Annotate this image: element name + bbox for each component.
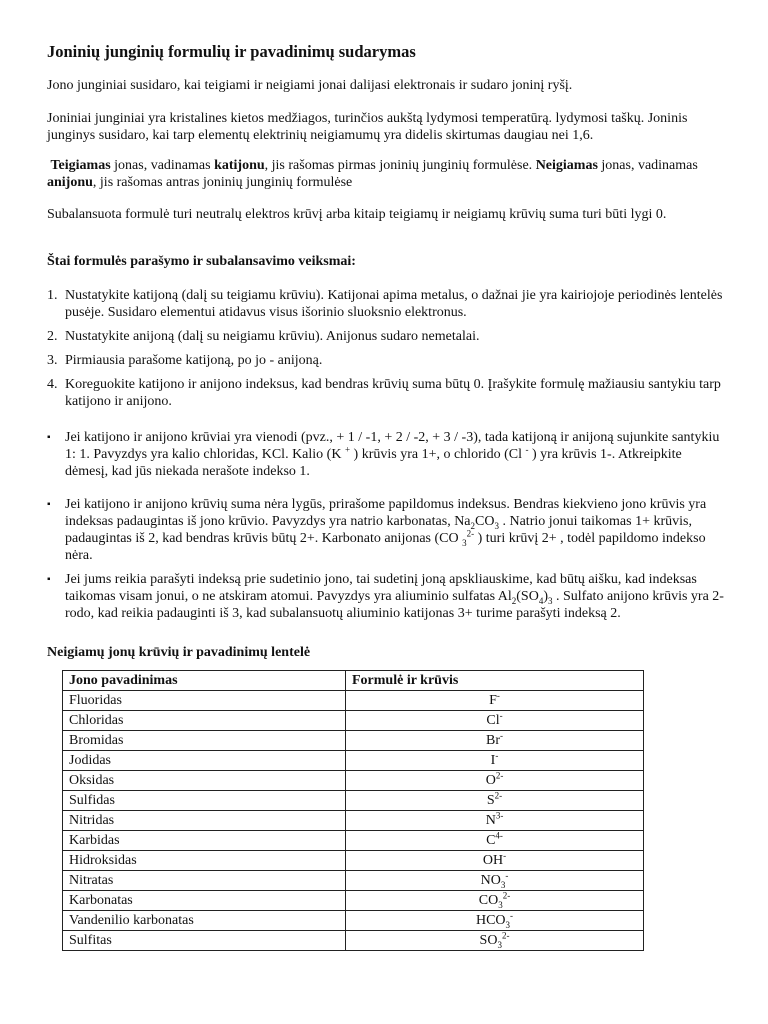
- formula-charge: 2-: [502, 890, 511, 901]
- column-header-name: Jono pavadinimas: [63, 671, 346, 691]
- table-row: [63, 811, 644, 831]
- table-row: [63, 831, 644, 851]
- ion-name-cell: Nitridas: [63, 811, 346, 831]
- ions-table: [62, 670, 644, 951]
- ion-formula-cell: [346, 911, 644, 931]
- term-cation: katijonu: [214, 158, 265, 173]
- formula-base: HCO: [475, 913, 506, 928]
- list-item: ▪ Jei katijono ir anijono krūvių suma nėra lygūs, prirašome papildomus indeksus. Bendras kiekvieno jono krūvis yra indeksas padaugintas iš jono krūvio. Pavyzdys yra natrio karbonatas, $Na_2CO_3$ . Natrio jonui taikomas 1+ krūvis, padaugintas iš 2, kad bendras krūvis būtų 2+. Karbonato anijonas (CO $_3^{2-}$ ) turi krūvį 2+ , todėl papildomo indekso nėra.: [47, 497, 707, 563]
- ion-name-cell: Fluoridas: [63, 691, 346, 711]
- ion-name-cell: Oksidas: [63, 771, 346, 791]
- formula-subscript: 3: [500, 879, 506, 890]
- table-row: [63, 691, 644, 711]
- ion-formula-cell: [346, 791, 644, 811]
- ion-formula-cell: [346, 811, 644, 831]
- formula-subscript: 3: [497, 939, 502, 950]
- ion-formula-cell: [346, 931, 644, 951]
- ion-name-cell: Jodidas: [63, 751, 346, 771]
- table-header-row: [63, 671, 644, 691]
- paragraph-ionic-bond: Jono junginiai susidaro, kai teigiami ir neigiami jonai dalijasi elektronais ir sudaro joninį ryšį.: [47, 78, 573, 93]
- formula-charge: -: [499, 710, 503, 721]
- steps-heading: Štai formulės parašymo ir subalansavimo veiksmai:: [47, 254, 356, 269]
- table-row: [63, 791, 644, 811]
- formula-base: O: [485, 773, 496, 788]
- list-item: 3. Pirmiausia parašome katijoną, po jo - anijoną.: [47, 353, 323, 368]
- ion-formula-cell: [346, 891, 644, 911]
- table-row: [63, 731, 644, 751]
- ion-name-cell: Karbonatas: [63, 891, 346, 911]
- ion-formula-cell: [346, 751, 644, 771]
- formula-base: I: [490, 753, 496, 768]
- list-item: 1. Nustatykite katijoną (dalį su teigiamu krūviu). Katijonai apima metalus, o dažnai jie yra kairiojoje periodinės lentelės pusėje. Susidaro elementui atidavus visus išorinio sluoksnio elektronus.: [47, 288, 723, 320]
- formula-base: NO: [480, 873, 501, 888]
- term-negative: Neigiamas: [535, 158, 598, 173]
- formula-charge: -: [495, 750, 499, 761]
- ion-name-cell: Sulfidas: [63, 791, 346, 811]
- ion-formula-cell: [346, 691, 644, 711]
- table-row: [63, 771, 644, 791]
- list-item: 4. Koreguokite katijono ir anijono indeksus, kad bendras krūvių suma būtų 0. Įrašykite formulę mažiausiu santykiu tarp katijono ir anijono.: [47, 377, 721, 409]
- bullet-equal-charges: [47, 429, 727, 480]
- paragraph-ionic-properties: Joniniai junginiai yra kristalines kietos medžiagos, turinčios aukštą lydymosi temperatūrą. lydymosi taškų. Joninis junginys susidaro, kai tarp elementų elektrinių neigiamumų yra didelis skirtumas daugiau nei 1,6.: [47, 111, 688, 143]
- formula-base: CO: [478, 893, 499, 908]
- list-item: ▪ Jei katijono ir anijono krūviai yra vienodi (pvz., + 1 / -1, + 2 / -2, + 3 / -3), tada katijoną ir anijoną sujunkite santykiu 1: 1. Pavyzdys yra kalio chloridas, KCl. Kalio (K + ) krūvis yra 1+, o chlorido (Cl - ) yra krūvis 1-. Atkreipkite dėmesį, kad jūs niekada nerašote indekso 1.: [47, 430, 720, 479]
- formula-charge: 2-: [495, 770, 504, 781]
- table-body: [63, 691, 644, 951]
- ion-name-cell: Chloridas: [63, 711, 346, 731]
- formula-charge: -: [500, 730, 503, 741]
- formula-base: C: [486, 833, 496, 848]
- formula-subscript: 3: [505, 919, 511, 930]
- bullet-icon: ▪: [47, 432, 51, 443]
- formula-base: N: [485, 813, 496, 828]
- formula-charge: 4-: [495, 830, 503, 841]
- ion-formula-cell: [346, 831, 644, 851]
- ion-name-cell: Sulfitas: [63, 931, 346, 951]
- ion-formula-cell: [346, 711, 644, 731]
- formula-charge: 2-: [501, 930, 510, 941]
- formula-charge: -: [505, 870, 509, 881]
- document-title: Joninių junginių formulių ir pavadinimų sudarymas: [47, 42, 416, 61]
- ion-name-cell: Bromidas: [63, 731, 346, 751]
- bullet-icon: ▪: [47, 499, 51, 510]
- formula-charge: -: [503, 850, 507, 861]
- ion-name-cell: Hidroksidas: [63, 851, 346, 871]
- ion-formula-cell: [346, 851, 644, 871]
- formula-charge: 2-: [494, 790, 503, 801]
- bullet-compound-ion: [47, 571, 727, 622]
- table-row: [63, 751, 644, 771]
- table-row: [63, 871, 644, 891]
- ion-formula-cell: [346, 771, 644, 791]
- list-item: 2. Nustatykite anijoną (dalį su neigiamu krūviu). Anijonus sudaro nemetalai.: [47, 329, 480, 344]
- formula-subscript: 3: [498, 899, 503, 910]
- term-positive: Teigiamas: [50, 158, 111, 173]
- term-anion: anijonu: [47, 175, 93, 190]
- table-row: [63, 891, 644, 911]
- ion-formula-cell: [346, 731, 644, 751]
- formula-base: S: [486, 793, 495, 808]
- ion-name-cell: Nitratas: [63, 871, 346, 891]
- ion-name-cell: Karbidas: [63, 831, 346, 851]
- formula-base: OH: [482, 853, 504, 868]
- formula-charge: -: [496, 690, 500, 701]
- bullet-icon: ▪: [47, 574, 51, 585]
- table-row: [63, 931, 644, 951]
- steps-list: [47, 287, 727, 417]
- formula-base: F: [489, 693, 497, 708]
- table-row: [63, 711, 644, 731]
- column-header-formula: Formulė ir krūvis: [346, 671, 644, 691]
- ion-name-cell: Vandenilio karbonatas: [63, 911, 346, 931]
- formula-base: Cl: [486, 713, 500, 728]
- ion-formula-cell: [346, 871, 644, 891]
- formula-base: SO: [479, 933, 498, 948]
- list-item: ▪ Jei jums reikia parašyti indeksą prie sudetinio jono, tai sudetinį joną apskliauskime, kad būtų aišku, kad indeksas taikomas visam jonui, o ne atskiram atomui. Pavyzdys yra aliuminio sulfatas $Al_2(SO_4)_3$ . Sulfato anijono krūvis yra 2- rodo, kad reikia padauginti iš 3, kad subalansuotų aliuminio katijonas 3+ turime parašyti indeksą 2.: [47, 572, 724, 621]
- formula-charge: -: [510, 910, 514, 921]
- paragraph-cation-anion: Teigiamas jonas, vadinamas katijonu, jis rašomas pirmas joninių junginių formulėse. Neigiamas jonas, vadinamas anijonu, jis rašomas antras joninių junginių formulėse: [47, 158, 698, 190]
- bullet-unequal-charges: [47, 496, 727, 564]
- table-row: [63, 851, 644, 871]
- paragraph-balanced-formula: Subalansuota formulė turi neutralų elektros krūvį arba kitaip teigiamų ir neigiamų krūvių suma turi būti lygi 0.: [47, 207, 667, 222]
- formula-base: Br: [486, 733, 500, 748]
- formula-charge: 3-: [495, 810, 504, 821]
- table-title: Neigiamų jonų krūvių ir pavadinimų lentelė: [47, 645, 311, 660]
- table-row: [63, 911, 644, 931]
